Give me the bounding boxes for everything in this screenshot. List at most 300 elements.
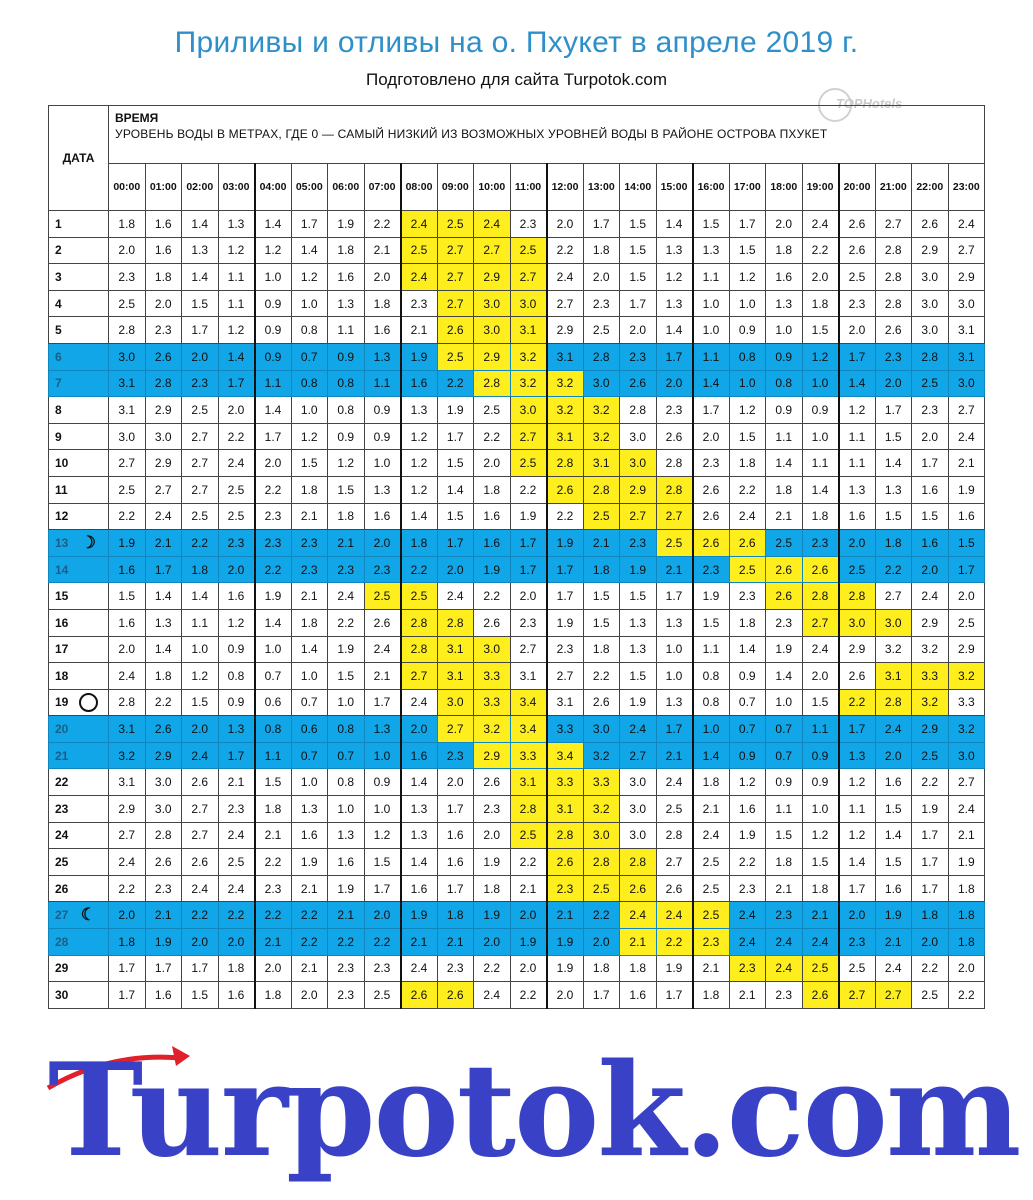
level-cell: 2.1 (802, 902, 839, 929)
level-cell: 2.2 (948, 982, 985, 1009)
level-cell: 1.1 (802, 450, 839, 477)
level-cell: 2.5 (474, 397, 511, 424)
level-cell: 2.6 (583, 689, 620, 716)
level-cell: 1.9 (474, 556, 511, 583)
level-cell: 2.7 (182, 796, 219, 823)
page-title: Приливы и отливы на о. Пхукет в апреле 2019 г. (174, 26, 859, 59)
date-label: 27 (55, 908, 69, 923)
level-cell: 2.5 (437, 211, 474, 238)
level-cell: 2.2 (401, 556, 438, 583)
date-cell (49, 955, 109, 982)
level-cell: 1.5 (437, 503, 474, 530)
date-label: 22 (55, 775, 69, 790)
level-cell: 2.7 (401, 663, 438, 690)
level-cell: 1.3 (839, 742, 876, 769)
date-cell (49, 237, 109, 264)
date-cell (49, 663, 109, 690)
level-cell: 2.4 (145, 503, 182, 530)
level-cell: 2.3 (364, 955, 401, 982)
level-cell: 1.5 (620, 264, 657, 291)
level-cell: 2.2 (291, 929, 328, 956)
level-cell: 2.3 (437, 955, 474, 982)
level-cell: 1.3 (401, 397, 438, 424)
level-cell: 0.8 (291, 317, 328, 344)
level-cell: 2.8 (145, 370, 182, 397)
level-cell: 2.0 (364, 530, 401, 557)
hour-header: 02:00 (182, 164, 219, 211)
level-cell: 1.6 (218, 982, 255, 1009)
level-cell: 2.2 (291, 902, 328, 929)
level-cell: 2.5 (839, 556, 876, 583)
table-row (49, 609, 985, 636)
level-cell: 1.8 (693, 982, 730, 1009)
level-cell: 3.4 (547, 742, 584, 769)
level-cell: 2.0 (437, 769, 474, 796)
level-cell: 2.0 (109, 237, 146, 264)
date-cell (49, 423, 109, 450)
date-label: 18 (55, 668, 69, 683)
level-cell: 2.5 (583, 503, 620, 530)
level-cell: 1.7 (912, 849, 949, 876)
table-row (49, 796, 985, 823)
level-cell: 2.1 (218, 769, 255, 796)
date-label: 29 (55, 961, 69, 976)
level-cell: 1.7 (839, 343, 876, 370)
level-cell: 3.0 (912, 264, 949, 291)
level-cell: 1.7 (948, 556, 985, 583)
level-cell: 3.1 (437, 636, 474, 663)
level-cell: 2.0 (474, 450, 511, 477)
level-cell: 2.2 (328, 929, 365, 956)
level-cell: 2.5 (583, 317, 620, 344)
level-cell: 2.6 (364, 609, 401, 636)
level-cell: 1.9 (620, 556, 657, 583)
level-cell: 2.4 (875, 716, 912, 743)
level-cell: 2.9 (145, 397, 182, 424)
level-cell: 0.9 (766, 769, 803, 796)
date-label: 24 (55, 828, 69, 843)
level-cell: 3.0 (875, 609, 912, 636)
level-cell: 2.1 (255, 929, 292, 956)
level-cell: 1.9 (547, 955, 584, 982)
level-cell: 1.1 (693, 264, 730, 291)
table-row (49, 556, 985, 583)
level-cell: 2.6 (839, 211, 876, 238)
level-cell: 1.9 (328, 875, 365, 902)
level-cell: 1.0 (729, 370, 766, 397)
level-cell: 1.0 (364, 796, 401, 823)
level-cell: 1.3 (401, 822, 438, 849)
level-cell: 2.3 (875, 343, 912, 370)
level-cell: 2.8 (656, 450, 693, 477)
level-cell: 1.4 (693, 742, 730, 769)
level-cell: 1.8 (693, 769, 730, 796)
level-cell: 0.7 (291, 742, 328, 769)
level-cell: 2.0 (912, 423, 949, 450)
level-cell: 3.0 (912, 290, 949, 317)
level-cell: 0.9 (766, 397, 803, 424)
level-cell: 3.2 (912, 636, 949, 663)
table-row (49, 689, 985, 716)
date-cell (49, 796, 109, 823)
level-cell: 2.5 (182, 503, 219, 530)
hour-header: 15:00 (656, 164, 693, 211)
level-cell: 2.1 (401, 929, 438, 956)
level-cell: 1.6 (364, 317, 401, 344)
table-row (49, 423, 985, 450)
level-cell: 2.2 (510, 982, 547, 1009)
table-row (49, 769, 985, 796)
level-cell: 1.9 (766, 636, 803, 663)
level-cell: 3.1 (510, 663, 547, 690)
level-cell: 3.0 (474, 636, 511, 663)
level-cell: 2.2 (364, 211, 401, 238)
level-cell: 2.1 (656, 742, 693, 769)
level-cell: 2.5 (912, 370, 949, 397)
level-cell: 1.0 (291, 769, 328, 796)
level-cell: 3.0 (620, 769, 657, 796)
level-cell: 3.2 (912, 689, 949, 716)
date-cell (49, 769, 109, 796)
level-cell: 1.0 (182, 636, 219, 663)
level-cell: 2.1 (328, 902, 365, 929)
level-cell: 0.9 (218, 689, 255, 716)
hour-header: 00:00 (109, 164, 146, 211)
level-cell: 1.9 (948, 849, 985, 876)
level-cell: 2.1 (729, 982, 766, 1009)
level-cell: 3.3 (547, 716, 584, 743)
level-cell: 2.6 (620, 370, 657, 397)
level-cell: 3.2 (510, 343, 547, 370)
level-cell: 2.8 (802, 583, 839, 610)
date-cell (49, 822, 109, 849)
level-cell: 2.0 (693, 423, 730, 450)
level-cell: 2.6 (802, 556, 839, 583)
level-cell: 0.7 (766, 742, 803, 769)
level-cell: 2.6 (693, 476, 730, 503)
level-cell: 2.0 (291, 982, 328, 1009)
date-label: 28 (55, 934, 69, 949)
level-cell: 2.2 (109, 875, 146, 902)
level-cell: 1.8 (802, 290, 839, 317)
level-cell: 2.4 (729, 929, 766, 956)
level-cell: 2.7 (437, 716, 474, 743)
level-cell: 2.2 (583, 902, 620, 929)
level-cell: 2.7 (839, 982, 876, 1009)
level-cell: 2.2 (547, 503, 584, 530)
level-cell: 1.7 (912, 450, 949, 477)
level-cell: 1.0 (255, 636, 292, 663)
level-cell: 1.8 (401, 530, 438, 557)
level-cell: 2.6 (145, 716, 182, 743)
level-cell: 1.8 (182, 556, 219, 583)
level-cell: 1.6 (875, 875, 912, 902)
level-cell: 1.2 (729, 397, 766, 424)
level-cell: 2.3 (802, 530, 839, 557)
level-cell: 0.9 (766, 343, 803, 370)
level-cell: 2.5 (218, 849, 255, 876)
level-cell: 1.7 (583, 982, 620, 1009)
level-cell: 0.8 (693, 689, 730, 716)
level-cell: 2.1 (291, 583, 328, 610)
level-cell: 2.5 (437, 343, 474, 370)
level-cell: 2.2 (547, 237, 584, 264)
date-label: 4 (55, 296, 62, 311)
level-cell: 0.7 (766, 716, 803, 743)
level-cell: 2.7 (510, 423, 547, 450)
level-cell: 1.8 (875, 530, 912, 557)
level-cell: 2.6 (656, 423, 693, 450)
level-cell: 2.4 (656, 902, 693, 929)
table-row (49, 317, 985, 344)
level-cell: 1.5 (766, 822, 803, 849)
level-cell: 1.5 (255, 769, 292, 796)
level-cell: 1.0 (656, 663, 693, 690)
level-cell: 2.3 (328, 955, 365, 982)
level-cell: 1.3 (693, 237, 730, 264)
table-row (49, 902, 985, 929)
level-cell: 1.3 (218, 716, 255, 743)
level-cell: 2.1 (364, 663, 401, 690)
level-cell: 2.1 (547, 902, 584, 929)
page-subtitle: Подготовлено для сайта Turpotok.com (365, 70, 668, 89)
level-cell: 1.3 (656, 609, 693, 636)
date-label: 23 (55, 801, 69, 816)
table-header-row-1 (49, 106, 985, 164)
level-cell: 2.4 (182, 742, 219, 769)
level-cell: 1.9 (912, 796, 949, 823)
level-cell: 1.4 (875, 822, 912, 849)
date-cell (49, 450, 109, 477)
level-cell: 2.8 (656, 822, 693, 849)
table-row (49, 397, 985, 424)
table-row (49, 370, 985, 397)
level-cell: 2.4 (364, 636, 401, 663)
level-cell: 2.1 (766, 503, 803, 530)
level-cell: 2.3 (729, 875, 766, 902)
table-row (49, 742, 985, 769)
level-cell: 3.2 (474, 716, 511, 743)
level-cell: 0.7 (729, 716, 766, 743)
level-cell: 2.7 (656, 849, 693, 876)
level-cell: 1.4 (839, 370, 876, 397)
level-cell: 2.3 (693, 556, 730, 583)
level-cell: 2.0 (510, 583, 547, 610)
level-cell: 1.6 (145, 237, 182, 264)
date-label: 17 (55, 642, 69, 657)
level-cell: 3.0 (912, 317, 949, 344)
level-cell: 1.6 (328, 849, 365, 876)
level-cell: 2.2 (255, 902, 292, 929)
level-cell: 2.6 (437, 982, 474, 1009)
level-cell: 2.2 (182, 902, 219, 929)
table-row (49, 929, 985, 956)
level-cell: 1.8 (948, 875, 985, 902)
level-cell: 2.6 (474, 769, 511, 796)
level-cell: 2.4 (474, 982, 511, 1009)
level-cell: 1.0 (693, 716, 730, 743)
level-cell: 1.7 (145, 556, 182, 583)
level-cell: 2.2 (255, 476, 292, 503)
level-cell: 2.6 (802, 982, 839, 1009)
level-cell: 2.8 (912, 343, 949, 370)
level-cell: 3.0 (474, 317, 511, 344)
level-cell: 1.6 (364, 503, 401, 530)
level-cell: 2.8 (620, 397, 657, 424)
level-cell: 2.5 (218, 503, 255, 530)
level-cell: 2.0 (948, 955, 985, 982)
full-moon-icon (79, 693, 98, 712)
level-cell: 1.6 (912, 476, 949, 503)
level-cell: 2.4 (218, 822, 255, 849)
level-cell: 2.2 (583, 663, 620, 690)
hour-header: 12:00 (547, 164, 584, 211)
time-header: ВРЕМЯ (115, 111, 159, 125)
level-cell: 2.0 (839, 530, 876, 557)
level-cell: 1.9 (875, 902, 912, 929)
level-cell: 1.7 (693, 397, 730, 424)
level-cell: 3.3 (474, 689, 511, 716)
level-cell: 2.0 (255, 955, 292, 982)
level-cell: 2.4 (948, 796, 985, 823)
level-cell: 2.4 (474, 211, 511, 238)
level-cell: 1.7 (656, 982, 693, 1009)
level-cell: 2.8 (109, 689, 146, 716)
level-cell: 1.4 (766, 663, 803, 690)
level-cell: 2.8 (583, 849, 620, 876)
level-cell: 2.2 (109, 503, 146, 530)
level-cell: 0.9 (802, 742, 839, 769)
table-row (49, 583, 985, 610)
level-cell: 1.0 (802, 423, 839, 450)
level-cell: 1.8 (583, 955, 620, 982)
level-cell: 1.7 (656, 343, 693, 370)
level-cell: 1.4 (401, 849, 438, 876)
level-cell: 1.9 (510, 503, 547, 530)
level-cell: 2.1 (948, 450, 985, 477)
level-cell: 3.1 (583, 450, 620, 477)
level-cell: 1.7 (255, 423, 292, 450)
level-cell: 2.5 (656, 530, 693, 557)
level-cell: 2.7 (875, 982, 912, 1009)
level-cell: 2.8 (547, 822, 584, 849)
level-cell: 1.5 (620, 583, 657, 610)
level-cell: 1.2 (839, 397, 876, 424)
level-cell: 0.9 (364, 397, 401, 424)
level-cell: 1.2 (218, 237, 255, 264)
table-row (49, 237, 985, 264)
date-cell (49, 929, 109, 956)
level-cell: 1.7 (218, 742, 255, 769)
table-row (49, 290, 985, 317)
level-cell: 2.8 (875, 237, 912, 264)
level-cell: 0.8 (328, 716, 365, 743)
level-cell: 1.5 (437, 450, 474, 477)
level-cell: 0.9 (802, 397, 839, 424)
level-cell: 2.5 (401, 237, 438, 264)
level-cell: 1.3 (839, 476, 876, 503)
level-cell: 2.3 (182, 370, 219, 397)
level-cell: 1.9 (291, 849, 328, 876)
level-cell: 1.5 (109, 583, 146, 610)
level-cell: 2.4 (401, 955, 438, 982)
hour-header: 03:00 (218, 164, 255, 211)
level-cell: 1.2 (401, 423, 438, 450)
level-cell: 2.4 (729, 503, 766, 530)
level-cell: 2.6 (620, 875, 657, 902)
level-cell: 3.1 (547, 689, 584, 716)
level-cell: 1.7 (364, 875, 401, 902)
level-cell: 2.0 (620, 317, 657, 344)
level-cell: 2.4 (401, 211, 438, 238)
level-cell: 2.3 (547, 875, 584, 902)
level-cell: 2.1 (291, 955, 328, 982)
level-cell: 2.5 (182, 397, 219, 424)
level-cell: 1.5 (328, 663, 365, 690)
level-cell: 3.1 (510, 769, 547, 796)
level-cell: 1.2 (656, 264, 693, 291)
level-cell: 2.0 (182, 343, 219, 370)
level-cell: 2.3 (328, 556, 365, 583)
level-cell: 1.8 (328, 237, 365, 264)
level-cell: 1.4 (802, 476, 839, 503)
level-cell: 2.6 (145, 849, 182, 876)
level-cell: 1.9 (109, 530, 146, 557)
level-cell: 2.2 (182, 530, 219, 557)
level-cell: 1.3 (364, 476, 401, 503)
level-cell: 1.7 (510, 556, 547, 583)
level-cell: 1.7 (145, 955, 182, 982)
level-cell: 2.3 (766, 609, 803, 636)
level-cell: 1.0 (328, 689, 365, 716)
level-cell: 2.9 (948, 636, 985, 663)
level-cell: 3.0 (948, 370, 985, 397)
level-cell: 2.8 (474, 370, 511, 397)
level-cell: 2.2 (218, 423, 255, 450)
level-cell: 1.0 (291, 663, 328, 690)
level-cell: 1.0 (656, 636, 693, 663)
hour-header: 13:00 (583, 164, 620, 211)
level-cell: 1.7 (656, 716, 693, 743)
level-cell: 3.0 (948, 742, 985, 769)
level-cell: 1.1 (364, 370, 401, 397)
level-cell: 1.8 (255, 796, 292, 823)
date-cell (49, 343, 109, 370)
level-cell: 2.6 (474, 609, 511, 636)
level-cell: 1.1 (693, 636, 730, 663)
hour-header: 22:00 (912, 164, 949, 211)
level-cell: 2.2 (474, 583, 511, 610)
level-cell: 1.1 (766, 796, 803, 823)
level-cell: 3.1 (948, 343, 985, 370)
level-cell: 2.3 (255, 875, 292, 902)
level-cell: 1.8 (802, 875, 839, 902)
level-cell: 1.5 (875, 503, 912, 530)
level-cell: 1.4 (729, 636, 766, 663)
level-cell: 1.7 (912, 822, 949, 849)
level-cell: 2.8 (547, 450, 584, 477)
table-row (49, 849, 985, 876)
level-cell: 2.2 (729, 849, 766, 876)
level-cell: 1.5 (729, 237, 766, 264)
hour-header: 04:00 (255, 164, 292, 211)
level-cell: 1.2 (839, 769, 876, 796)
level-cell: 2.4 (802, 929, 839, 956)
level-cell: 2.0 (802, 264, 839, 291)
level-cell: 0.6 (255, 689, 292, 716)
date-cell (49, 875, 109, 902)
level-cell: 3.0 (145, 796, 182, 823)
